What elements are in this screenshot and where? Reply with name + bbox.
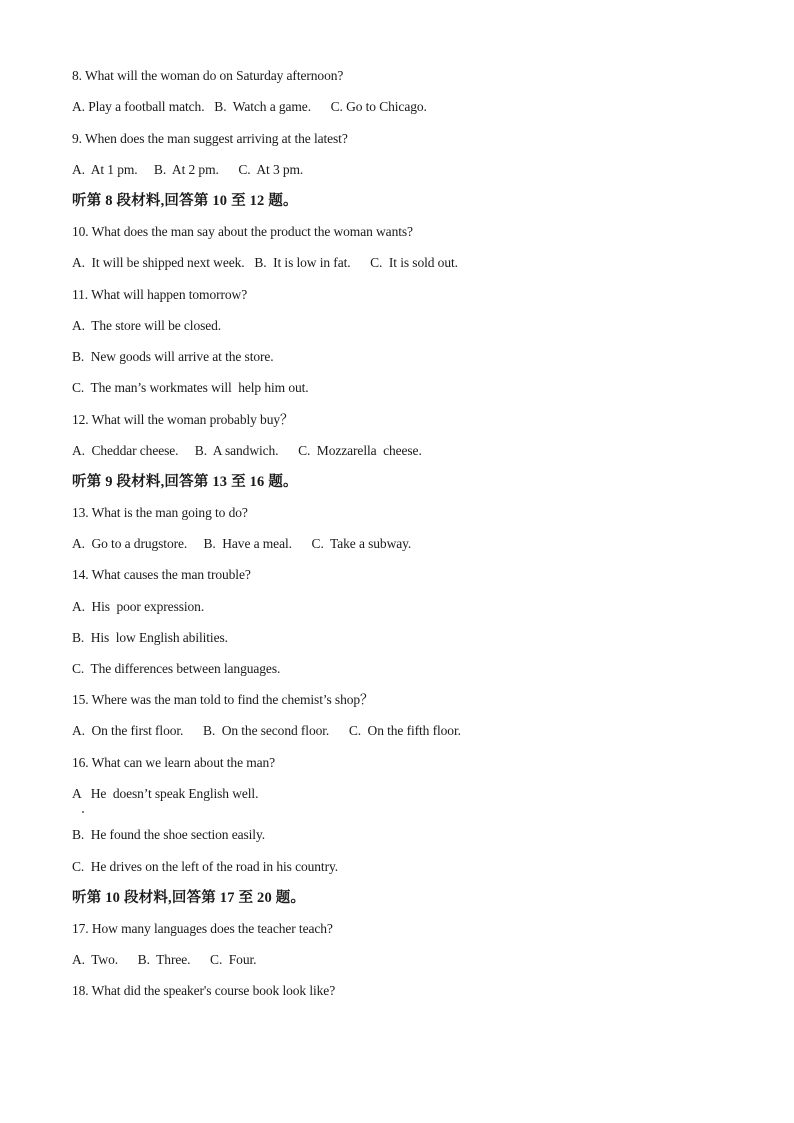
question-8-options: A. Play a football match. B. Watch a game. C. Go to Chicago.: [72, 99, 427, 114]
question-13-options: A. Go to a drugstore. B. Have a meal. C. Take a subway.: [72, 536, 412, 551]
question-14-option-b: B. His low English abilities.: [72, 630, 228, 645]
question-12: 12. What will the woman probably buy？: [72, 412, 294, 427]
question-8: 8. What will the woman do on Saturday afternoon?: [72, 68, 344, 83]
question-12-options: A. Cheddar cheese. B. A sandwich. C. Mozzarella cheese.: [72, 443, 422, 458]
question-16-option-a: A He doesn’t speak English well.: [72, 786, 259, 801]
question-10-options: A. It will be shipped next week. B. It is low in fat. C. It is sold out.: [72, 255, 458, 270]
question-11-option-a: A. The store will be closed.: [72, 318, 222, 333]
stray-dot-mark: [82, 811, 84, 813]
question-15-options: A. On the first floor. B. On the second floor. C. On the fifth floor.: [72, 723, 461, 738]
question-16-option-c: C. He drives on the left of the road in his country.: [72, 859, 339, 874]
question-10: 10. What does the man say about the product the woman wants?: [72, 224, 413, 239]
question-17: 17. How many languages does the teacher teach?: [72, 921, 333, 936]
question-14: 14. What causes the man trouble?: [72, 567, 251, 582]
question-11-option-c: C. The man’s workmates will help him out.: [72, 380, 309, 395]
question-11: 11. What will happen tomorrow?: [72, 287, 248, 302]
question-9: 9. When does the man suggest arriving at the latest?: [72, 131, 348, 146]
question-9-options: A. At 1 pm. B. At 2 pm. C. At 3 pm.: [72, 162, 304, 177]
question-16-option-b: B. He found the shoe section easily.: [72, 827, 266, 842]
question-11-option-b: B. New goods will arrive at the store.: [72, 349, 274, 364]
question-14-option-a: A. His poor expression.: [72, 599, 205, 614]
section-heading-9: 听第 9 段材料,回答第 13 至 16 题。: [72, 474, 298, 490]
section-heading-10: 听第 10 段材料,回答第 17 至 20 题。: [72, 890, 306, 906]
section-heading-8: 听第 8 段材料,回答第 10 至 12 题。: [72, 193, 298, 209]
question-14-option-c: C. The differences between languages.: [72, 661, 281, 676]
question-13: 13. What is the man going to do?: [72, 505, 248, 520]
question-17-options: A. Two. B. Three. C. Four.: [72, 952, 257, 967]
question-15: 15. Where was the man told to find the chemist’s shop？: [72, 692, 374, 707]
question-18: 18. What did the speaker's course book look like?: [72, 983, 336, 998]
question-16: 16. What can we learn about the man?: [72, 755, 276, 770]
